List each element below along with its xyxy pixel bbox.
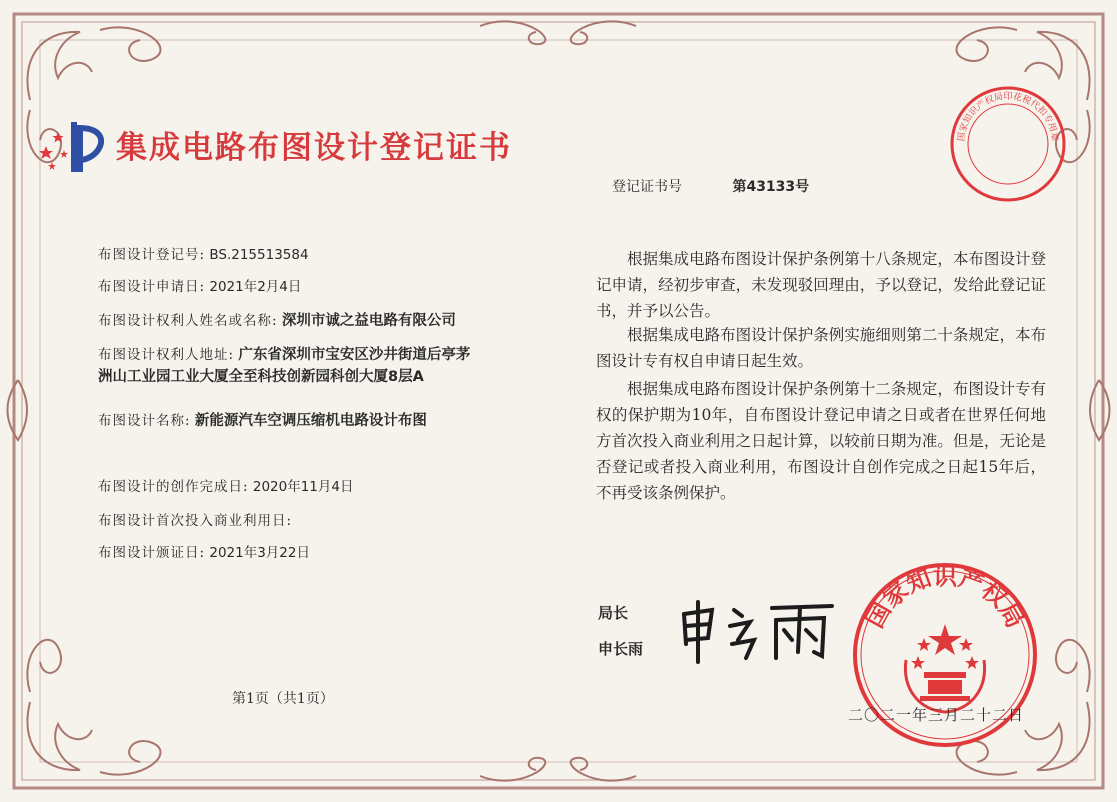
ipo-logo-icon [36,116,110,172]
field-value: 2021年3月22日 [209,545,310,561]
owner-address-field [98,344,482,388]
field-value: 新能源汽车空调压缩机电路设计布图 [194,413,427,429]
certificate-number-line [612,176,809,196]
design-name-field [98,410,482,432]
handwritten-signature [676,596,836,666]
issue-date-text: 二〇二一年三月二十二日 [848,706,1025,724]
paragraph-registration: 根据集成电路布图设计保护条例第十八条规定，本布图设计登记申请，经初步审查，未发现驳回理由，予以登记，发给此登记证书，并予以公告。 [596,250,1046,320]
svg-text:国家知识产权局印花税代扣专用章 [956,90,1061,142]
field-label: 布图设计权利人地址: [98,347,235,363]
stamp-duty-seal-icon [948,84,1068,204]
field-value: BS.215513584 [209,247,309,263]
field-label: 布图设计颁证日: [98,545,206,561]
application-date-field [98,276,482,298]
field-label: 布图设计权利人姓名或名称: [98,313,278,329]
owner-name-field [98,310,482,332]
field-value: 2020年11月4日 [252,479,354,495]
certificate-title: 集成电路布图设计登记证书 [116,130,512,166]
small-seal-text: 国家知识产权局印花税代扣专用章 [956,91,1060,142]
field-value: 2021年2月4日 [209,279,302,295]
page-number: 第1页（共1页） [232,691,334,707]
field-label: 布图设计登记号: [98,247,206,263]
paragraph-protection-term: 根据集成电路布图设计保护条例第十二条规定，布图设计专有权的保护期为10年，自布图设计登记申请之日或者在世界任何地方首次投入商业利用之日起计算，以较前日期为准。但是，无论是否登记或者投入商业利用，布图设计自创作完成之日起15年后，不再受该条例保护。 [596,380,1046,502]
certificate-number-value: 第43133号 [732,179,810,195]
certificate-number-label: 登记证书号 [612,179,682,195]
field-label: 布图设计的创作完成日: [98,479,249,495]
field-label: 布图设计申请日: [98,279,206,295]
field-value: 广东省深圳市宝安区沙井街道后亭茅洲山工业园工业大厦全至科技创新园科创大厦8层A [98,347,471,385]
field-label: 布图设计名称: [98,413,191,429]
signatory-title: 局长 [598,604,629,622]
signatory-name: 申长雨 [598,640,644,658]
field-value: 深圳市诚之益电路有限公司 [281,313,456,329]
svg-text:国家知识产权局 [861,562,1030,632]
registration-number-field [98,244,482,266]
first-commercial-use-field [98,510,482,532]
issue-date-field [98,542,482,564]
seal-text: 国家知识产权局 [860,562,1030,633]
creation-date-field [98,476,482,498]
paragraph-effective: 根据集成电路布图设计保护条例实施细则第二十条规定，本布图设计专有权自申请日起生效。 [596,326,1046,370]
field-label: 布图设计首次投入商业利用日: [98,513,293,529]
